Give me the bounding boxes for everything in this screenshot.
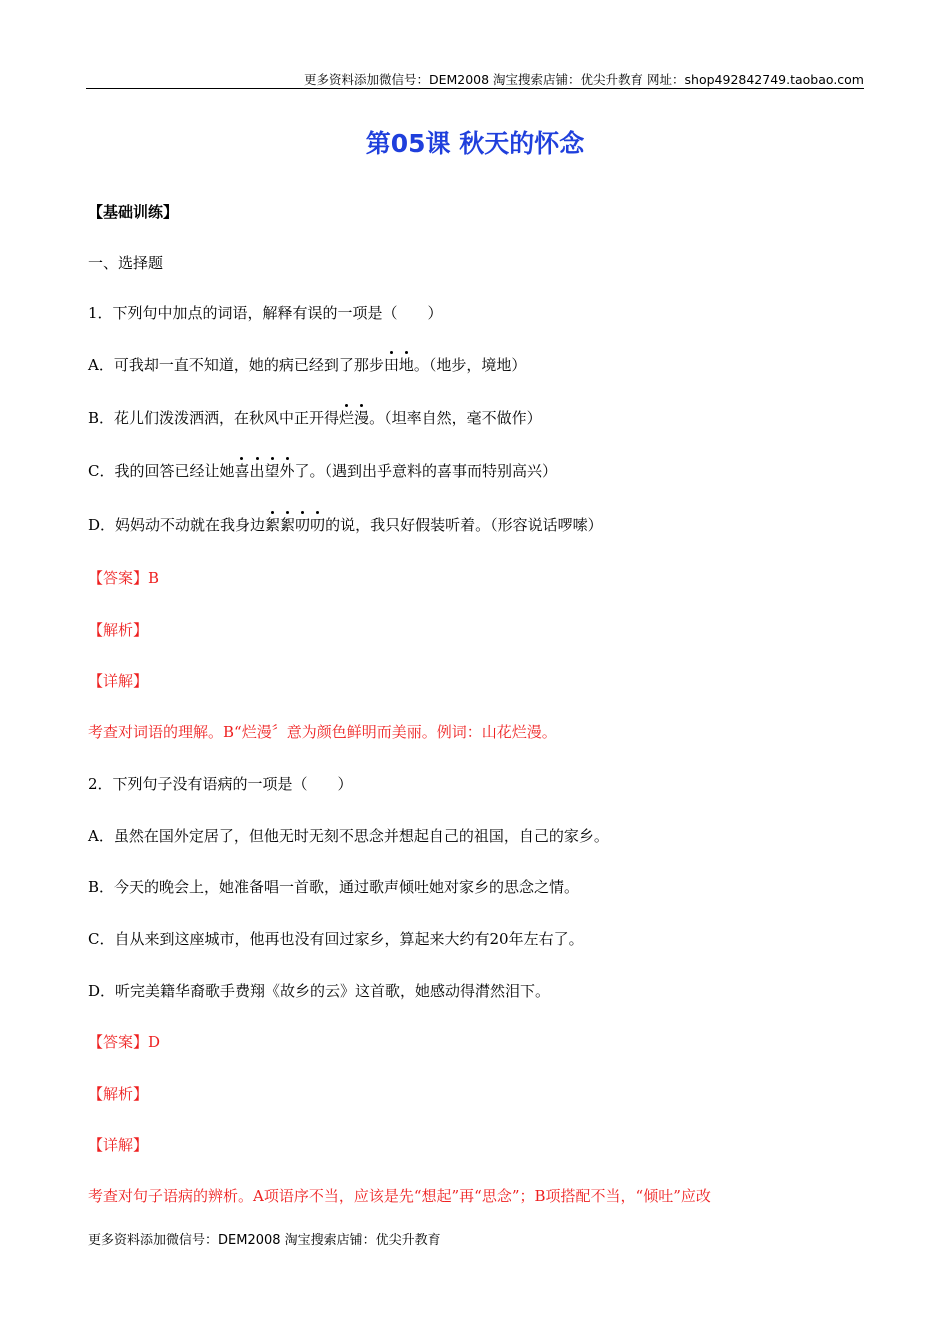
option-text: B．花儿们泼泼洒洒，在秋风中正开得 (88, 409, 340, 427)
lesson-title: 第05课 秋天的怀念 (365, 129, 585, 158)
emphasis-dot-char: 叨 (310, 516, 326, 534)
emphasis-dot-char: 地 (398, 356, 414, 374)
emphasis-dot-char: 望 (264, 462, 280, 480)
question-2-analysis-label: 【解析】 (88, 1085, 149, 1103)
page-header: 更多资料添加微信号：DEM2008 淘宝搜索店铺：优尖升教育 网址：shop492842749.taobao.com (303, 72, 864, 87)
option-text: 了。（遇到出乎意料的喜事而特别高兴） (294, 462, 558, 480)
header-divider (86, 88, 864, 89)
option-text: C．我的回答已经让她 (88, 462, 235, 480)
option-text: 。（地步，境地） (413, 356, 527, 374)
question-1-option-d (88, 515, 603, 535)
option-text: A．可我却一直不知道，她的病已经到了那步 (88, 356, 384, 374)
question-1-option-b (88, 408, 542, 428)
emphasis-dot-char: 外 (279, 462, 295, 480)
question-2-stem: 2．下列句子没有语病的一项是（ ） (88, 775, 353, 793)
question-1-detail-label: 【详解】 (88, 672, 149, 690)
question-1-analysis-label: 【解析】 (88, 621, 149, 639)
option-text: 。（坦率自然，毫不做作） (369, 409, 542, 427)
section-heading: 【基础训练】 (88, 203, 179, 221)
question-1-option-c (88, 461, 557, 481)
emphasis-dot-char: 絮 (265, 516, 281, 534)
question-2-explanation: 考查对句子语病的辨析。A项语序不当，应该是先“想起”再“思念”；B项搭配不当，“倾吐”应改 (88, 1187, 711, 1205)
option-text: 的说，我只好假装听着。（形容说话啰嗦） (325, 516, 603, 534)
emphasis-dot-char: 漫 (354, 409, 370, 427)
part-heading: 一、选择题 (88, 254, 164, 272)
emphasis-dot-char: 田 (383, 356, 399, 374)
question-2-option-a: A．虽然在国外定居了，但他无时无刻不思念并想起自己的祖国，自己的家乡。 (88, 827, 609, 845)
question-2-option-c: C．自从来到这座城市，他再也没有回过家乡，算起来大约有20年左右了。 (88, 930, 584, 948)
emphasis-dot-char: 絮 (280, 516, 296, 534)
question-1-explanation: 考查对词语的理解。B“烂漫〞意为颜色鲜明而美丽。例词：山花烂漫。 (88, 723, 557, 741)
dotted-word (234, 462, 294, 480)
option-text: D．妈妈动不动就在我身边 (88, 516, 266, 534)
question-2-option-d: D．听完美籍华裔歌手费翔《故乡的云》这首歌，她感动得潸然泪下。 (88, 982, 551, 1000)
question-2-answer: 【答案】D (88, 1033, 161, 1051)
page-footer: 更多资料添加微信号：DEM2008 淘宝搜索店铺：优尖升教育 (88, 1233, 441, 1248)
emphasis-dot-char: 烂 (339, 409, 355, 427)
emphasis-dot-char: 出 (249, 462, 265, 480)
dotted-word (265, 516, 325, 534)
question-2-detail-label: 【详解】 (88, 1136, 149, 1154)
question-1-answer: 【答案】B (88, 569, 160, 587)
question-2-option-b: B．今天的晚会上，她准备唱一首歌，通过歌声倾吐她对家乡的思念之情。 (88, 878, 580, 896)
emphasis-dot-char: 喜 (234, 462, 250, 480)
dotted-word (339, 409, 369, 427)
emphasis-dot-char: 叨 (295, 516, 311, 534)
dotted-word (384, 356, 414, 374)
question-1-stem: 1．下列句中加点的词语，解释有误的一项是（ ） (88, 304, 443, 322)
question-1-option-a (88, 355, 526, 375)
